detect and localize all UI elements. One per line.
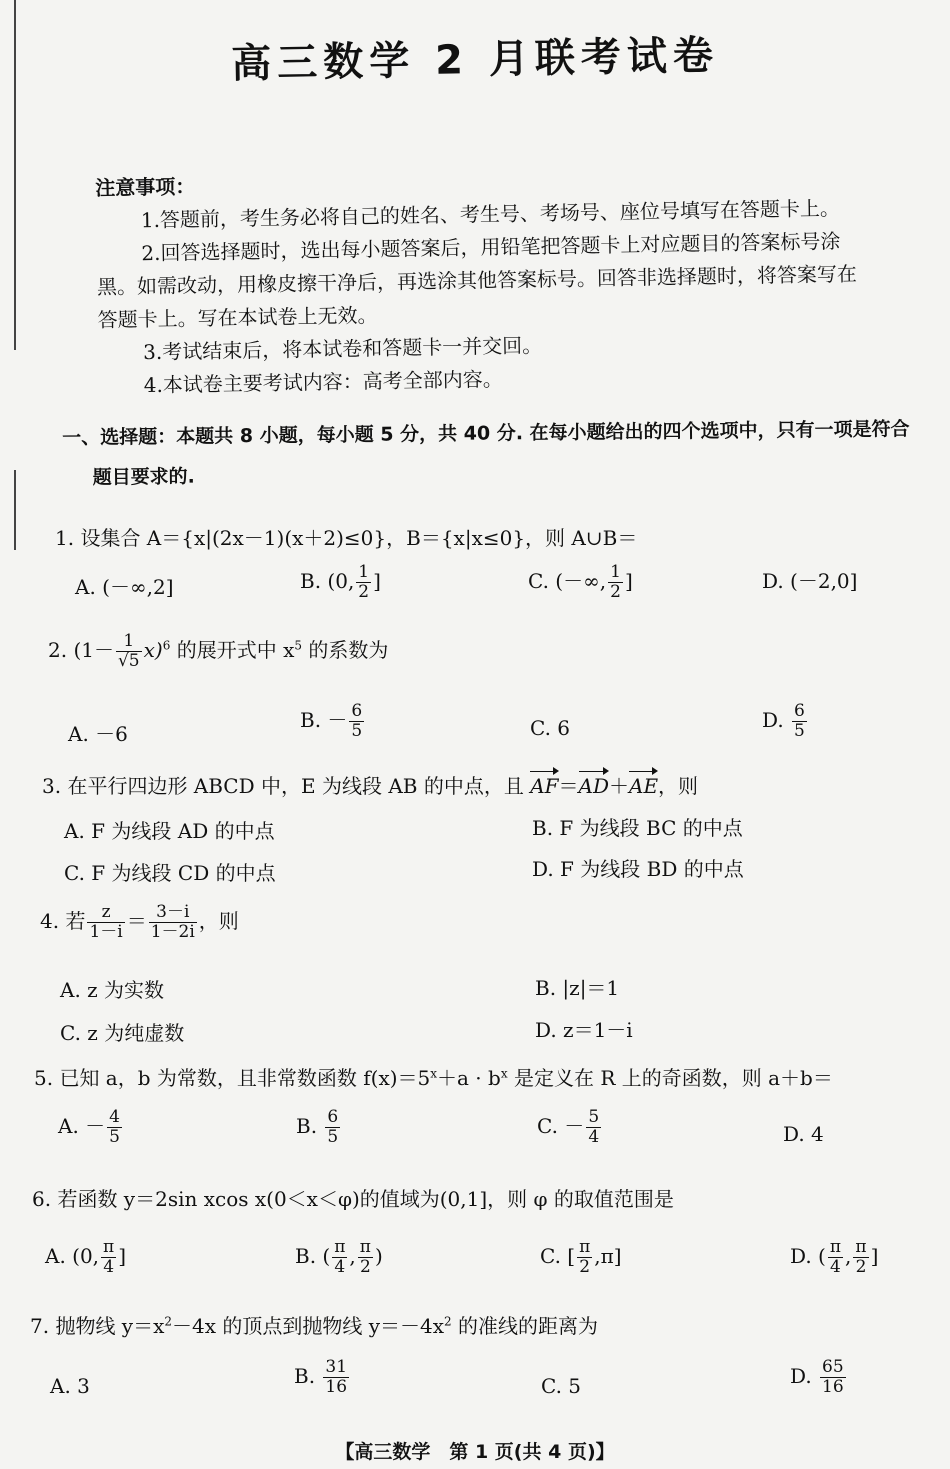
- q7-option-c: C. 5: [541, 1374, 582, 1398]
- question-5-stem: 5. 已知 a，b 为常数，且非常数函数 $f(x)=5^x+a \cdot b^x$ 是定义在 R 上的奇函数，则 a＋b＝: [34, 1066, 833, 1090]
- notice-block: [95, 157, 944, 403]
- section-heading-line: 一、选择题：本题共 8 小题，每小题 5 分，共 40 分. 在每小题给出的四个选项中，只有一项是符合: [62, 418, 910, 449]
- q1-option-d: D. (－2,0]: [762, 569, 858, 593]
- fraction: $\frac{\pi}{2}$: [855, 1237, 867, 1277]
- q2-option-d: D. $\frac{6}{5}$: [762, 701, 805, 741]
- fraction: $\frac{65}{16}$: [822, 1357, 844, 1397]
- fraction: $\frac{1}{2}$: [358, 562, 370, 602]
- fraction: $\frac{6}{5}$: [327, 1107, 339, 1147]
- q4-option-c: C. z 为纯虚数: [60, 1021, 185, 1045]
- fraction: $\frac{\pi}{4}$: [829, 1237, 842, 1277]
- fraction: $\frac{1}{2}$: [610, 562, 621, 602]
- q1-option-c: C. (－∞, $\frac{1}{2}$ ]: [528, 562, 633, 602]
- fraction: $\frac{z}{1-i}$: [89, 902, 123, 942]
- page-footer: 【高三数学 第 1 页(共 4 页)】: [335, 1441, 615, 1463]
- question-4-stem: 4. 若 $\frac{z}{1-i}$ ＝ $\frac{3-i}{1-2i}$ ，则: [40, 902, 239, 942]
- notice-item-2-cont: 答题卡上。写在本试卷上无效。: [97, 303, 378, 332]
- notice-item-4: 4.本试卷主要考试内容：高考全部内容。: [143, 366, 503, 398]
- q7-option-d: D. $\frac{65}{16}$: [790, 1357, 844, 1397]
- fraction: $\frac{6}{5}$: [794, 701, 805, 741]
- question-2-stem: 2. (1－ $\frac{1}{√5}$ x)$^6$ 的展开式中 $x^5$ 的系数为: [48, 631, 389, 671]
- q1-option-b: B. (0, $\frac{1}{2}$ ]: [300, 562, 381, 602]
- q1-option-a: A. (－∞,2]: [75, 575, 174, 599]
- q6-option-d: D. ( $\frac{\pi}{4}$ , $\frac{\pi}{2}$ ]: [790, 1237, 879, 1277]
- q4-option-d: D. z＝1－i: [535, 1018, 633, 1042]
- q6-option-c: C. [ $\frac{\pi}{2}$ ,π]: [540, 1237, 622, 1277]
- q3-option-a: A. F 为线段 AD 的中点: [64, 819, 275, 843]
- fraction: $\frac{31}{16}$: [325, 1357, 348, 1397]
- notice-item-1: 1.答题前，考生务必将自己的姓名、考生号、考场号、座位号填写在答题卡上。: [140, 196, 841, 233]
- fraction: $\frac{1}{√5}$: [117, 631, 140, 671]
- q7-option-a: A. 3: [50, 1374, 90, 1398]
- fraction: $\frac{\pi}{4}$: [334, 1237, 346, 1277]
- scan-edge-line: [14, 470, 16, 550]
- question-6-stem: 6. 若函数 y＝2sin xcos x(0＜x＜φ)的值域为(0,1]，则 φ 的取值范围是: [32, 1187, 674, 1211]
- q4-option-a: A. z 为实数: [60, 978, 165, 1002]
- question-3-stem: 3. 在平行四边形 ABCD 中，E 为线段 AB 的中点，且 AF＝AD＋AE，则: [42, 774, 699, 798]
- q3-option-c: C. F 为线段 CD 的中点: [64, 861, 276, 885]
- fraction: $\frac{\pi}{2}$: [579, 1237, 591, 1277]
- q5-option-b: B. $\frac{6}{5}$: [296, 1107, 339, 1147]
- question-1-stem: 1. 设集合 A＝{x|(2x－1)(x＋2)≤0}，B＝{x|x≤0}，则 A∪B＝: [55, 526, 638, 550]
- q3-option-d: D. F 为线段 BD 的中点: [532, 857, 744, 881]
- question-7-stem: 7. 抛物线 $y=x^2-4x$ 的顶点到抛物线 $y=-4x^2$ 的准线的距离为: [30, 1314, 599, 1338]
- notice-heading: 注意事项：: [95, 174, 196, 200]
- section-heading: [62, 409, 950, 498]
- fraction: $\frac{5}{4}$: [588, 1107, 600, 1147]
- q2-option-c: C. 6: [530, 716, 571, 740]
- q4-option-b: B. |z|＝1: [535, 976, 620, 1000]
- fraction: $\frac{\pi}{4}$: [103, 1237, 115, 1277]
- notice-item-3: 3.考试结束后，将本试卷和答题卡一并交回。: [142, 333, 543, 365]
- q2-option-b: B. － $\frac{6}{5}$: [300, 701, 363, 741]
- section-heading-line: 题目要求的.: [92, 465, 195, 489]
- page-title: 高三数学 2 月联考试卷: [230, 32, 720, 88]
- q5-option-d: D. 4: [783, 1122, 824, 1146]
- q2-option-a: A. －6: [68, 722, 128, 746]
- q5-option-c: C. － $\frac{5}{4}$: [537, 1107, 600, 1147]
- notice-item-2: 2.回答选择题时，选出每小题答案后，用铅笔把答题卡上对应题目的答案标号涂: [141, 229, 841, 266]
- fraction: $\frac{\pi}{2}$: [359, 1237, 371, 1277]
- fraction: $\frac{4}{5}$: [109, 1107, 120, 1147]
- q5-option-a: A. － $\frac{4}{5}$: [58, 1107, 120, 1147]
- q6-option-a: A. (0, $\frac{\pi}{4}$ ]: [45, 1237, 127, 1277]
- q7-option-b: B. $\frac{31}{16}$: [294, 1357, 348, 1397]
- q3-option-b: B. F 为线段 BC 的中点: [532, 816, 743, 840]
- fraction: $\frac{6}{5}$: [351, 701, 363, 741]
- notice-item-2-cont: 黑。如需改动，用橡皮擦干净后，再选涂其他答案标号。回答非选择题时，将答案写在: [96, 261, 858, 299]
- q6-option-b: B. ( $\frac{\pi}{4}$ , $\frac{\pi}{2}$ ): [295, 1237, 383, 1277]
- fraction: $\frac{3-i}{1-2i}$: [150, 902, 195, 942]
